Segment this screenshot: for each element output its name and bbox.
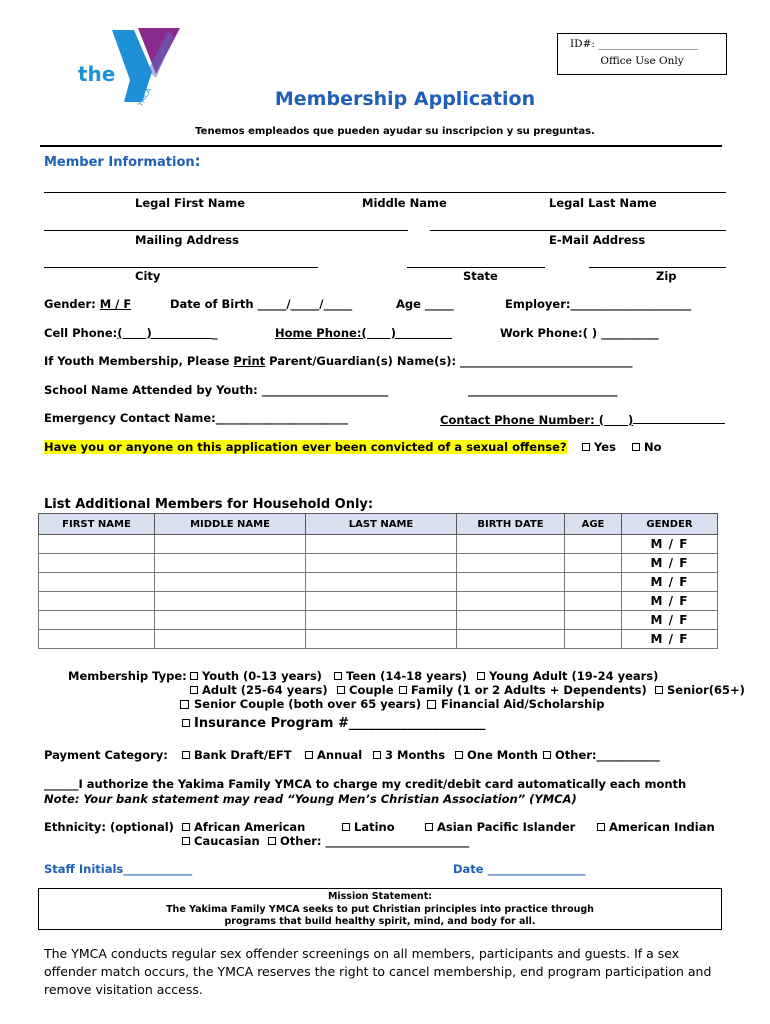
membership-financial-label: Financial Aid/Scholarship <box>441 697 605 711</box>
membership-teen[interactable] <box>334 669 467 683</box>
zip-line[interactable] <box>589 267 726 268</box>
membership-young-adult[interactable] <box>477 669 658 683</box>
ethnicity-caucasian-label: Caucasian <box>194 834 260 848</box>
ethnicity-latino[interactable] <box>342 820 395 834</box>
membership-teen-label: Teen (14-18 years) <box>346 669 467 683</box>
ethnicity-caucasian[interactable] <box>182 834 260 848</box>
employer-field[interactable]: Employer:_____________________ <box>505 297 692 311</box>
cell-first-name[interactable] <box>39 630 155 649</box>
checkbox-icon[interactable] <box>455 751 463 759</box>
membership-senior-couple[interactable] <box>180 697 421 711</box>
youth-guardian-print: Print <box>233 354 266 368</box>
table-row <box>39 592 718 611</box>
member-info-title: Member Information <box>44 155 195 170</box>
cell-first-name[interactable] <box>39 611 155 630</box>
cell-birth-date[interactable] <box>457 554 565 573</box>
household-title: List Additional Members for Household Only: <box>44 497 374 512</box>
cell-birth-date[interactable] <box>457 535 565 554</box>
cell-last-name[interactable] <box>306 592 457 611</box>
table-row <box>39 630 718 649</box>
cell-last-name[interactable] <box>306 630 457 649</box>
membership-young-adult-label: Young Adult (19-24 years) <box>489 669 659 683</box>
cell-gender[interactable]: M / F <box>622 535 718 554</box>
cell-last-name[interactable] <box>306 535 457 554</box>
membership-couple[interactable] <box>337 683 394 697</box>
city-label: City <box>135 269 161 283</box>
col-birth-date: BIRTH DATE <box>457 514 565 535</box>
authorize-statement[interactable]: ______I authorize the Yakima Family YMCA to charge my credit/debit card automatically each month <box>44 777 687 791</box>
checkbox-icon[interactable] <box>182 823 190 831</box>
payment-three-months[interactable] <box>373 748 445 762</box>
youth-guardian-prefix: If Youth Membership, Please <box>44 354 234 368</box>
household-header-row <box>39 514 718 535</box>
household-table <box>38 513 718 649</box>
cell-last-name[interactable] <box>306 611 457 630</box>
membership-youth-label: Youth (0-13 years) <box>202 669 322 683</box>
membership-senior[interactable] <box>655 683 745 697</box>
cell-birth-date[interactable] <box>457 611 565 630</box>
ethnicity-american-indian-label: American Indian <box>609 820 715 834</box>
date-field[interactable]: Date _________________ <box>453 862 586 876</box>
checkbox-icon[interactable] <box>182 837 190 845</box>
col-first-name: FIRST NAME <box>39 514 155 535</box>
checkbox-icon[interactable] <box>342 823 350 831</box>
cell-phone-tail: _ <box>211 326 218 340</box>
col-gender: GENDER <box>622 514 718 535</box>
title-divider <box>40 145 722 147</box>
ethnicity-african[interactable] <box>182 820 305 834</box>
office-use-label: Office Use Only <box>600 55 684 67</box>
cell-age[interactable] <box>565 573 622 592</box>
office-use-box <box>557 33 727 75</box>
cell-gender[interactable]: M / F <box>622 592 718 611</box>
school-field[interactable]: School Name Attended by Youth: ______________________ <box>44 383 389 397</box>
membership-family[interactable] <box>399 683 647 697</box>
cell-middle-name[interactable] <box>155 573 306 592</box>
middle-name-label: Middle Name <box>362 196 447 210</box>
ethnicity-asian-label: Asian Pacific Islander <box>437 820 576 834</box>
cell-age[interactable] <box>565 592 622 611</box>
table-row <box>39 535 718 554</box>
ethnicity-asian[interactable] <box>425 820 575 834</box>
payment-other-label: Other:___________ <box>555 748 660 762</box>
member-info-colon: : <box>194 152 201 170</box>
ethnicity-african-label: African American <box>194 820 306 834</box>
checkbox-icon[interactable] <box>182 719 190 727</box>
membership-type-label: Membership Type: <box>68 669 187 683</box>
emergency-phone-label: Contact Phone Number: ( ) <box>440 413 634 427</box>
offense-no-label: No <box>644 440 662 454</box>
checkbox-icon[interactable] <box>337 686 345 694</box>
cell-phone-prefix: Cell Phone: <box>44 326 118 340</box>
payment-three-months-label: 3 Months <box>385 748 446 762</box>
membership-senior-label: Senior(65+) <box>667 683 745 697</box>
checkbox-icon[interactable] <box>180 700 189 709</box>
cell-middle-name[interactable] <box>155 535 306 554</box>
checkbox-icon[interactable] <box>425 823 433 831</box>
youth-guardian-suffix: Parent/Guardian(s) Name(s): ______________________________ <box>265 354 633 368</box>
page-subtitle: Tenemos empleados que pueden ayudar su inscripcion y su preguntas. <box>195 126 595 137</box>
gender-prefix: Gender: <box>44 297 100 311</box>
youth-guardian-field[interactable] <box>44 354 633 368</box>
mission-box <box>38 888 722 930</box>
cell-middle-name[interactable] <box>155 592 306 611</box>
email-line[interactable] <box>430 230 726 231</box>
section-member-info <box>44 152 201 170</box>
bank-note: Note: Your bank statement may read “Young Men’s Christian Association” (YMCA) <box>44 792 577 806</box>
cell-first-name[interactable] <box>39 573 155 592</box>
checkbox-icon[interactable] <box>190 686 198 694</box>
state-label: State <box>463 269 498 283</box>
payment-other[interactable] <box>543 748 660 762</box>
logo-text: the <box>78 62 116 86</box>
cell-first-name[interactable] <box>39 535 155 554</box>
ethnicity-other[interactable] <box>268 834 469 848</box>
ethnicity-label: Ethnicity: (optional) <box>44 820 174 834</box>
checkbox-icon[interactable] <box>182 751 190 759</box>
mailing-line[interactable] <box>44 230 408 231</box>
checkbox-icon[interactable] <box>543 751 551 759</box>
payment-one-month[interactable] <box>455 748 538 762</box>
last-name-label: Legal Last Name <box>549 196 657 210</box>
checkbox-icon[interactable] <box>190 672 198 680</box>
membership-family-label: Family (1 or 2 Adults + Dependents) <box>411 683 647 697</box>
zip-label: Zip <box>656 269 677 283</box>
cell-age[interactable] <box>565 630 622 649</box>
checkbox-icon[interactable] <box>268 837 276 845</box>
membership-financial[interactable] <box>427 697 604 711</box>
city-line[interactable] <box>44 267 318 268</box>
ethnicity-american-indian[interactable] <box>597 820 715 834</box>
cell-gender[interactable]: M / F <box>622 611 718 630</box>
table-row <box>39 554 718 573</box>
membership-senior-couple-label: Senior Couple (both over 65 years) <box>194 697 422 711</box>
offense-yes-label: Yes <box>594 440 616 454</box>
cell-gender[interactable]: M / F <box>622 573 718 592</box>
offense-question: Have you or anyone on this application ever been convicted of a sexual offense? <box>44 440 567 454</box>
emergency-name-field[interactable]: Emergency Contact Name:_______________________ <box>44 411 348 425</box>
cell-middle-name[interactable] <box>155 611 306 630</box>
table-row <box>39 573 718 592</box>
mission-line1: The Yakima Family YMCA seeks to put Christian principles into practice through <box>166 903 594 915</box>
membership-adult[interactable] <box>190 683 328 697</box>
cell-last-name[interactable] <box>306 573 457 592</box>
cell-first-name[interactable] <box>39 592 155 611</box>
name-line[interactable] <box>44 192 726 193</box>
cell-gender[interactable]: M / F <box>622 554 718 573</box>
id-field[interactable]: ID#: ___________________ <box>570 38 698 50</box>
membership-adult-label: Adult (25-64 years) <box>202 683 328 697</box>
checkbox-icon[interactable] <box>427 700 436 709</box>
checkbox-icon[interactable] <box>305 751 313 759</box>
cell-middle-name[interactable] <box>155 554 306 573</box>
col-age: AGE <box>565 514 622 535</box>
checkbox-icon[interactable] <box>399 686 407 694</box>
payment-bank-label: Bank Draft/EFT <box>194 748 292 762</box>
insurance-blank[interactable]: _____________________ <box>348 716 486 731</box>
cell-birth-date[interactable] <box>457 592 565 611</box>
cell-middle-name[interactable] <box>155 630 306 649</box>
cell-phone-blank[interactable]: ( ) <box>117 326 212 340</box>
checkbox-icon[interactable] <box>334 672 342 680</box>
offense-no[interactable] <box>632 440 662 454</box>
payment-one-month-label: One Month <box>467 748 538 762</box>
email-label: E-Mail Address <box>549 233 646 247</box>
col-middle-name: MIDDLE NAME <box>155 514 306 535</box>
cell-phone-field[interactable] <box>44 326 218 340</box>
cell-gender[interactable]: M / F <box>622 630 718 649</box>
checkbox-icon[interactable] <box>582 443 590 451</box>
membership-couple-label: Couple <box>349 683 394 697</box>
cell-birth-date[interactable] <box>457 573 565 592</box>
staff-initials-field[interactable]: Staff Initials____________ <box>44 862 193 876</box>
table-row <box>39 611 718 630</box>
dob-field[interactable]: Date of Birth _____/_____/_____ <box>170 297 353 311</box>
cell-last-name[interactable] <box>306 554 457 573</box>
emergency-phone-blank <box>633 411 725 424</box>
work-phone-field[interactable]: Work Phone:( ) __________ <box>500 326 659 340</box>
state-line[interactable] <box>407 267 545 268</box>
mission-title: Mission Statement: <box>327 891 433 902</box>
insurance-label: Insurance Program # <box>194 716 349 731</box>
ethnicity-latino-label: Latino <box>354 820 395 834</box>
membership-youth[interactable] <box>190 669 322 683</box>
screening-notice: The YMCA conducts regular sex offender screenings on all members, participants and guests. If a sex offender match occurs, the YMCA reserves the right to cancel membership, end program participation and remove visitation access. <box>44 946 712 997</box>
checkbox-icon[interactable] <box>477 672 485 680</box>
age-field[interactable]: Age _____ <box>396 297 454 311</box>
checkbox-icon[interactable] <box>597 823 605 831</box>
svg-text:YMCA: YMCA <box>136 86 154 108</box>
cell-age[interactable] <box>565 535 622 554</box>
checkbox-icon[interactable] <box>655 686 663 694</box>
cell-age[interactable] <box>565 611 622 630</box>
gender-field[interactable] <box>44 297 131 311</box>
mission-line2: programs that build healthy spirit, mind, and body for all. <box>224 916 536 927</box>
col-last-name: LAST NAME <box>306 514 457 535</box>
cell-birth-date[interactable] <box>457 630 565 649</box>
cell-first-name[interactable] <box>39 554 155 573</box>
payment-bank[interactable] <box>182 748 292 762</box>
gender-mf[interactable]: M / F <box>99 297 132 311</box>
cell-age[interactable] <box>565 554 622 573</box>
emergency-phone-field[interactable] <box>440 411 725 427</box>
mailing-label: Mailing Address <box>135 233 239 247</box>
payment-annual-label: Annual <box>317 748 363 762</box>
ethnicity-other-label: Other: _________________________ <box>280 834 470 848</box>
checkbox-icon[interactable] <box>632 443 640 451</box>
home-phone-field[interactable]: Home Phone:( ) <box>275 326 452 340</box>
offense-yes[interactable] <box>582 440 616 454</box>
page-title: Membership Application <box>274 88 536 110</box>
first-name-label: Legal First Name <box>135 196 246 210</box>
school-field-2[interactable]: __________________________ <box>468 383 618 397</box>
payment-label: Payment Category: <box>44 748 168 762</box>
checkbox-icon[interactable] <box>373 751 381 759</box>
payment-annual[interactable] <box>305 748 362 762</box>
membership-insurance[interactable] <box>182 716 485 731</box>
